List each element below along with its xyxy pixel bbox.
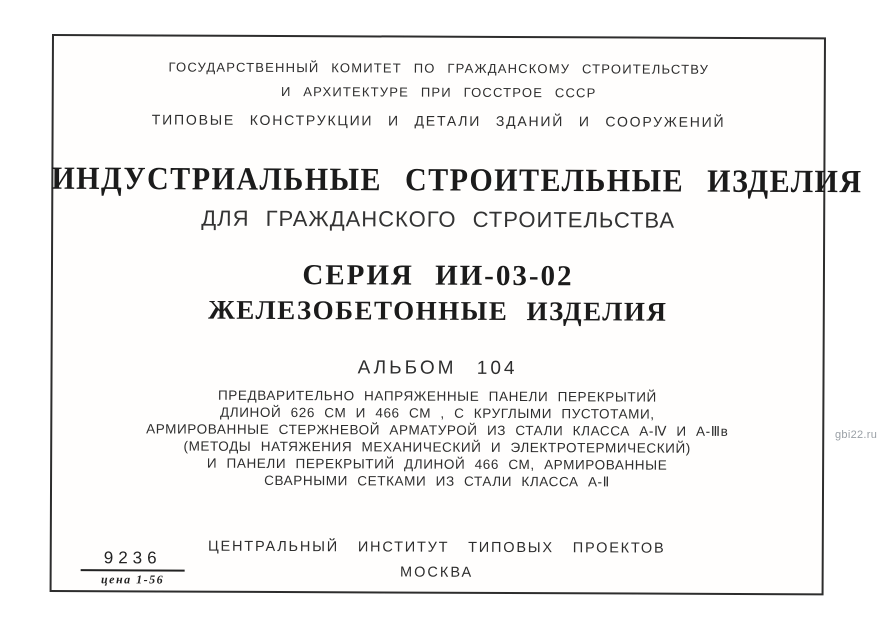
series-number: СЕРИЯ ИИ-03-02 [302, 259, 574, 293]
description-line: (МЕТОДЫ НАТЯЖЕНИЯ МЕХАНИЧЕСКИЙ И ЭЛЕКТРОТЕРМИЧЕСКИЙ) [183, 438, 691, 456]
catalog-number: 9236 [81, 548, 185, 571]
description-line: ДЛИНОЙ 626 СМ И 466 СМ , С КРУГЛЫМИ ПУСТОТАМИ, [219, 404, 655, 422]
price-label: цена 1-56 [100, 572, 165, 587]
committee-line-2: И АРХИТЕКТУРЕ ПРИ ГОССТРОЕ СССР [280, 83, 597, 101]
album-number: АЛЬБОМ 104 [357, 357, 518, 380]
typical-constructions-caption: ТИПОВЫЕ КОНСТРУКЦИИ И ДЕТАЛИ ЗДАНИЙ И СООРУЖЕНИЙ [151, 111, 726, 130]
series-subject: ЖЕЛЕЗОБЕТОННЫЕ ИЗДЕЛИЯ [208, 294, 668, 327]
committee-line-1: ГОСУДАРСТВЕННЫЙ КОМИТЕТ ПО ГРАЖДАНСКОМУ СТРОИТЕЛЬСТВУ [168, 59, 710, 77]
description-line: АРМИРОВАННЫЕ СТЕРЖНЕВОЙ АРМАТУРОЙ ИЗ СТАЛИ КЛАССА А-Ⅳ И А-Ⅲв [146, 421, 729, 439]
publisher-city: МОСКВА [400, 564, 474, 581]
description-line: И ПАНЕЛИ ПЕРЕКРЫТИЙ ДЛИНОЙ 466 СМ, АРМИРОВАННЫЕ [206, 455, 668, 473]
catalog-stamp [81, 548, 185, 587]
site-watermark: gbi22.ru [835, 429, 877, 441]
description-line: ПРЕДВАРИТЕЛЬНО НАПРЯЖЕННЫЕ ПАНЕЛИ ПЕРЕКРЫТИЙ [217, 387, 657, 405]
publisher-institute: ЦЕНТРАЛЬНЫЙ ИНСТИТУТ ТИПОВЫХ ПРОЕКТОВ [208, 538, 666, 557]
description-line: СВАРНЫМИ СЕТКАМИ ИЗ СТАЛИ КЛАССА А-Ⅱ [264, 472, 610, 490]
main-subtitle: ДЛЯ ГРАЖДАНСКОГО СТРОИТЕЛЬСТВА [201, 205, 676, 233]
main-title: ИНДУСТРИАЛЬНЫЕ СТРОИТЕЛЬНЫЕ ИЗДЕЛИЯ [51, 160, 863, 200]
